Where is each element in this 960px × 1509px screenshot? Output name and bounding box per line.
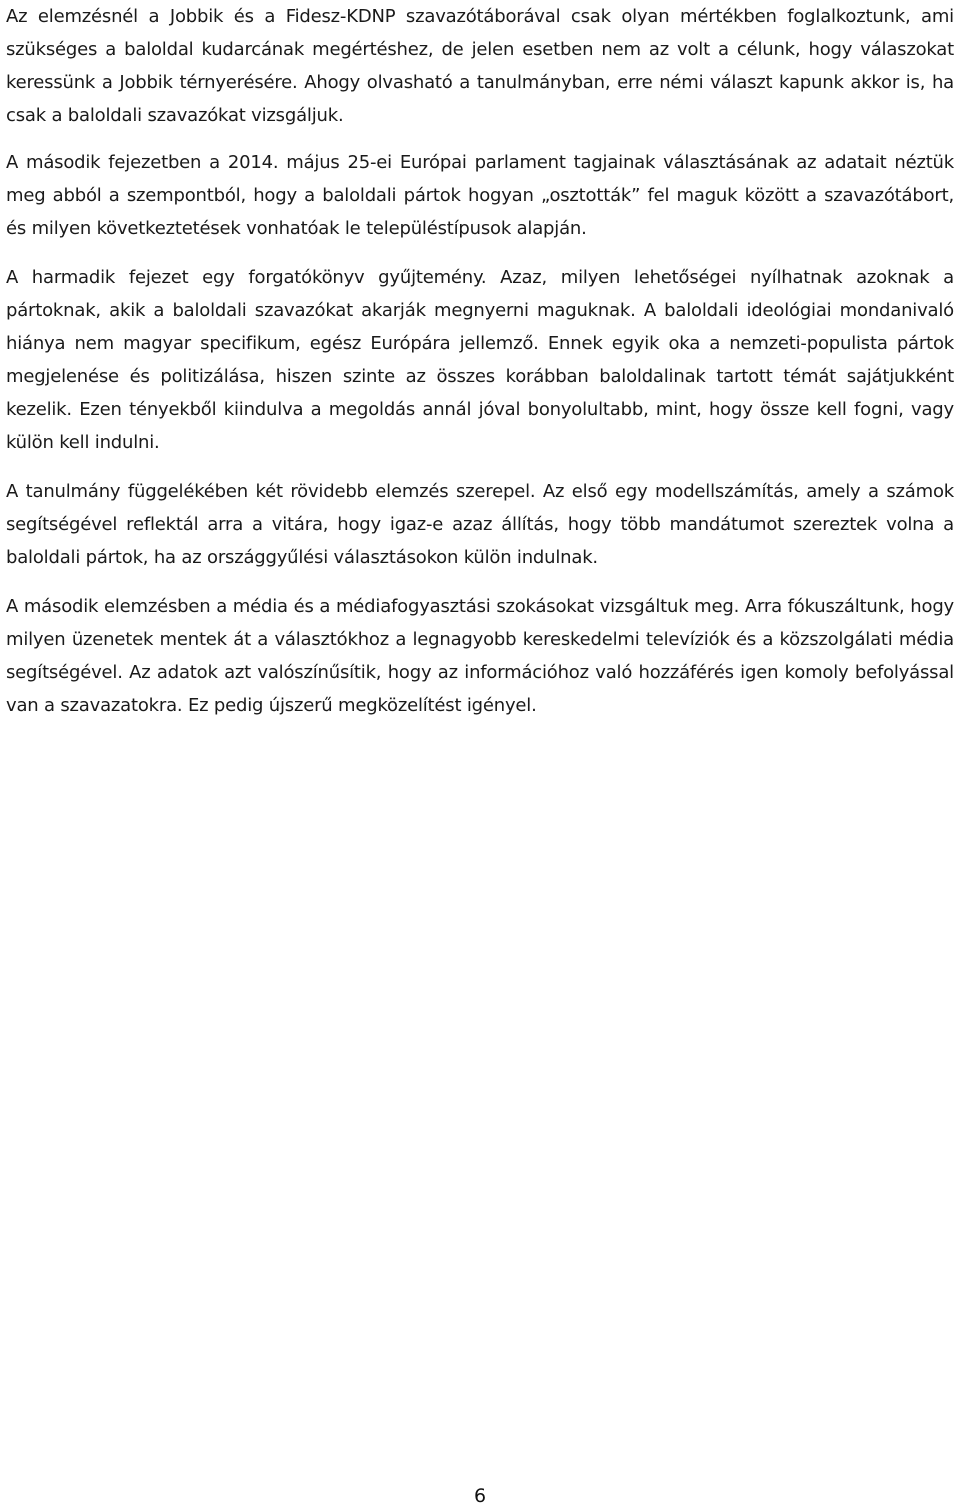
- paragraph-appendix: A tanulmány függelékében két rövidebb elemzés szerepel. Az első egy modellszámítás, amely a számok segítségével reflektál arra a vitára, hogy igaz-e azaz állítás, hogy több mandátumot szereztek volna a baloldali pártok, ha az országgyűlési választásokon külön indulnak.: [6, 481, 954, 568]
- paragraph-jobbik-fidesz: Az elemzésnél a Jobbik és a Fidesz-KDNP szavazótáborával csak olyan mértékben foglalkoztunk, ami szükséges a baloldal kudarcának megértéshez, de jelen esetben nem az volt a célunk, hogy válaszokat keressünk a Jobbik térnyerésére. Ahogy olvasható a tanulmányban, erre némi választ kapunk akkor is, ha csak a baloldali szavazókat vizsgáljuk.: [6, 6, 954, 126]
- paragraph-third-chapter: A harmadik fejezet egy forgatókönyv gyűjtemény. Azaz, milyen lehetőségei nyílhatnak azoknak a pártoknak, akik a baloldali szavazókat akarják megnyerni maguknak. A baloldali ideológiai mondanivaló hiánya nem magyar specifikum, egész Európára jellemző. Ennek egyik oka a nemzeti-populista pártok megjelenése és politizálása, hiszen szinte az összes korábban baloldalinak tartott témát sajátjukként kezelik. Ezen tényekből kiindulva a megoldás annál jóval bonyolultabb, mint, hogy össze kell fogni, vagy külön kell indulni.: [6, 267, 954, 453]
- page-number: 6: [473, 1485, 487, 1507]
- paragraph-media-analysis: A második elemzésben a média és a médiafogyasztási szokásokat vizsgáltuk meg. Arra fókuszáltunk, hogy milyen üzenetek mentek át a választókhoz a legnagyobb kereskedelmi televíziók és a közszolgálati média segítségével. Az adatok azt valószínűsítik, hogy az információhoz való hozzáférés igen komoly befolyással van a szavazatokra. Ez pedig újszerű megközelítést igényel.: [6, 596, 954, 716]
- document-body: [6, 0, 954, 738]
- paragraph-second-chapter: A második fejezetben a 2014. május 25-ei Európai parlament tagjainak választásának az adatait néztük meg abból a szempontból, hogy a baloldali pártok hogyan „osztották” fel maguk között a szavazótábort, és milyen következtetések vonhatóak le településtípusok alapján.: [6, 152, 954, 239]
